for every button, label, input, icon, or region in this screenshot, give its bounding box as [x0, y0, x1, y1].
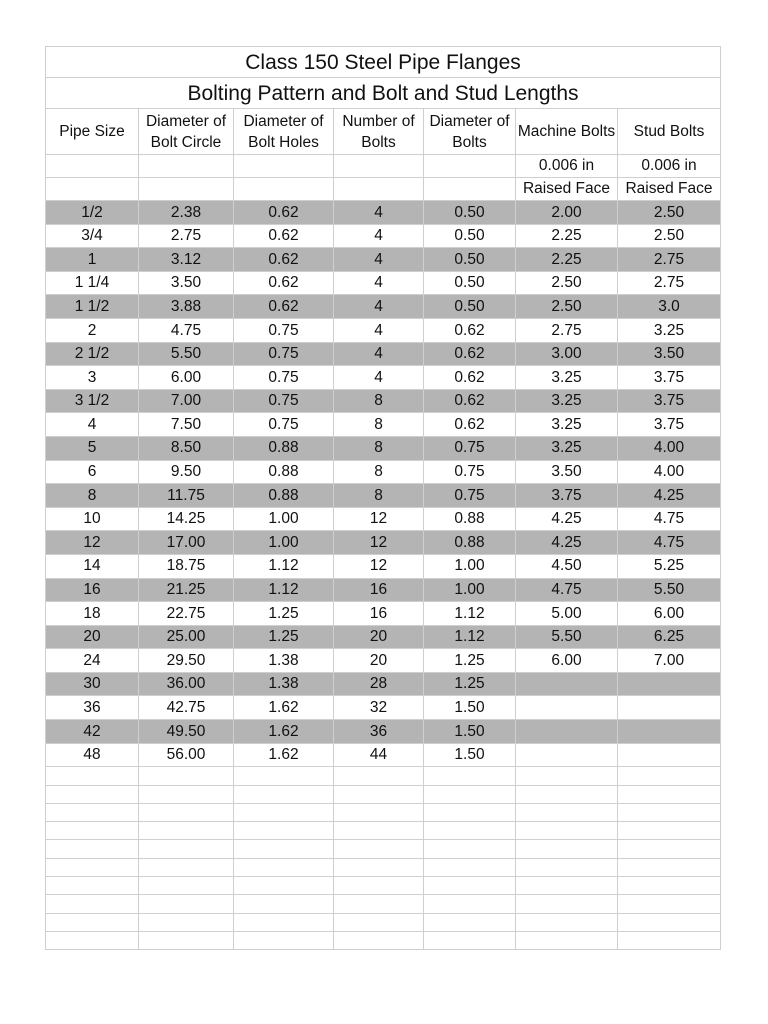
empty-cell [46, 767, 139, 785]
stud-bolt-length-cell: 3.75 [618, 389, 721, 413]
number-of-bolts-cell: 36 [334, 720, 424, 744]
empty-cell [46, 822, 139, 840]
machine-bolt-length-cell: 2.00 [516, 201, 618, 225]
empty-cell [46, 785, 139, 803]
bolt-holes-cell: 1.00 [234, 531, 334, 555]
empty-cell [234, 803, 334, 821]
stud-bolt-length-cell: 3.0 [618, 295, 721, 319]
pipe-size-cell: 1 1/2 [46, 295, 139, 319]
table-row [46, 649, 721, 673]
bolt-circle-cell: 7.00 [139, 389, 234, 413]
bolt-diameter-cell: 0.75 [424, 484, 516, 508]
machine-bolt-length-cell: 2.25 [516, 248, 618, 272]
stud-bolt-length-cell: 7.00 [618, 649, 721, 673]
empty-cell [46, 931, 139, 949]
empty-cell [618, 803, 721, 821]
empty-cell [46, 840, 139, 858]
machine-bolt-length-cell: 3.25 [516, 366, 618, 390]
column-header-stud-bolts: Stud Bolts [618, 109, 721, 155]
pipe-size-cell: 1/2 [46, 201, 139, 225]
stud-bolt-length-cell [618, 720, 721, 744]
empty-cell [618, 895, 721, 913]
bolt-diameter-cell: 0.75 [424, 460, 516, 484]
bolt-circle-cell: 25.00 [139, 625, 234, 649]
machine-bolt-length-cell: 4.75 [516, 578, 618, 602]
table-row [46, 224, 721, 248]
bolt-holes-cell: 0.88 [234, 460, 334, 484]
bolt-holes-cell: 0.75 [234, 366, 334, 390]
number-of-bolts-cell: 20 [334, 625, 424, 649]
empty-row [46, 877, 721, 895]
pipe-size-cell: 2 1/2 [46, 342, 139, 366]
bolt-circle-cell: 22.75 [139, 602, 234, 626]
machine-bolt-length-cell: 4.50 [516, 554, 618, 578]
empty-cell [618, 858, 721, 876]
bolt-circle-cell: 2.38 [139, 201, 234, 225]
bolt-holes-cell: 1.62 [234, 720, 334, 744]
empty-cell [516, 767, 618, 785]
bolt-diameter-cell: 1.00 [424, 554, 516, 578]
stud-bolt-length-cell: 2.75 [618, 271, 721, 295]
bolt-circle-cell: 11.75 [139, 484, 234, 508]
empty-cell [334, 767, 424, 785]
empty-cell [139, 840, 234, 858]
subheader-cell [424, 155, 516, 178]
stud-bolt-length-cell: 3.25 [618, 318, 721, 342]
pipe-size-cell: 48 [46, 743, 139, 767]
subheader-cell [46, 178, 139, 201]
bolt-diameter-cell: 0.62 [424, 342, 516, 366]
table-row [46, 554, 721, 578]
pipe-size-cell: 2 [46, 318, 139, 342]
pipe-size-cell: 5 [46, 436, 139, 460]
empty-cell [334, 822, 424, 840]
bolt-circle-cell: 3.88 [139, 295, 234, 319]
table-row [46, 366, 721, 390]
column-header-bolt-circle: Diameter of Bolt Circle [139, 109, 234, 155]
empty-cell [234, 931, 334, 949]
bolt-circle-cell: 18.75 [139, 554, 234, 578]
number-of-bolts-cell: 4 [334, 295, 424, 319]
empty-cell [424, 877, 516, 895]
stud-bolts-face: Raised Face [618, 178, 721, 201]
pipe-size-cell: 14 [46, 554, 139, 578]
empty-cell [424, 767, 516, 785]
stud-bolt-length-cell: 4.00 [618, 460, 721, 484]
empty-cell [234, 785, 334, 803]
bolt-holes-cell: 0.75 [234, 413, 334, 437]
column-header-machine-bolts: Machine Bolts [516, 109, 618, 155]
table-row [46, 201, 721, 225]
subheader-cell [46, 155, 139, 178]
empty-cell [424, 858, 516, 876]
table-row [46, 295, 721, 319]
number-of-bolts-cell: 16 [334, 578, 424, 602]
empty-cell [424, 931, 516, 949]
bolt-holes-cell: 1.62 [234, 696, 334, 720]
bolt-diameter-cell: 1.12 [424, 625, 516, 649]
bolt-holes-cell: 1.12 [234, 554, 334, 578]
empty-cell [234, 840, 334, 858]
table-row [46, 460, 721, 484]
machine-bolt-length-cell: 2.75 [516, 318, 618, 342]
stud-bolt-length-cell: 6.00 [618, 602, 721, 626]
machine-bolt-length-cell: 3.25 [516, 389, 618, 413]
pipe-size-cell: 1 1/4 [46, 271, 139, 295]
empty-cell [46, 858, 139, 876]
bolt-circle-cell: 21.25 [139, 578, 234, 602]
empty-cell [618, 877, 721, 895]
empty-cell [334, 785, 424, 803]
number-of-bolts-cell: 16 [334, 602, 424, 626]
bolt-holes-cell: 0.88 [234, 436, 334, 460]
column-header-pipe-size: Pipe Size [46, 109, 139, 155]
subheader-cell [139, 178, 234, 201]
pipe-size-cell: 42 [46, 720, 139, 744]
empty-cell [516, 785, 618, 803]
bolt-circle-cell: 14.25 [139, 507, 234, 531]
empty-cell [618, 822, 721, 840]
empty-cell [516, 840, 618, 858]
bolt-circle-cell: 36.00 [139, 672, 234, 696]
stud-bolt-length-cell: 4.75 [618, 507, 721, 531]
pipe-size-cell: 4 [46, 413, 139, 437]
bolt-circle-cell: 8.50 [139, 436, 234, 460]
pipe-size-cell: 12 [46, 531, 139, 555]
bolt-holes-cell: 1.00 [234, 507, 334, 531]
number-of-bolts-cell: 4 [334, 224, 424, 248]
bolt-holes-cell: 0.62 [234, 224, 334, 248]
empty-cell [46, 803, 139, 821]
empty-cell [46, 895, 139, 913]
machine-bolt-length-cell: 3.75 [516, 484, 618, 508]
bolt-diameter-cell: 0.62 [424, 366, 516, 390]
machine-bolt-length-cell: 3.25 [516, 413, 618, 437]
bolt-diameter-cell: 0.50 [424, 271, 516, 295]
bolt-diameter-cell: 0.62 [424, 413, 516, 437]
empty-cell [334, 895, 424, 913]
machine-bolt-length-cell: 3.00 [516, 342, 618, 366]
column-header-bolt-holes: Diameter of Bolt Holes [234, 109, 334, 155]
empty-cell [618, 767, 721, 785]
bolt-diameter-cell: 1.50 [424, 720, 516, 744]
table-row [46, 672, 721, 696]
empty-cell [516, 931, 618, 949]
empty-row [46, 840, 721, 858]
bolt-circle-cell: 9.50 [139, 460, 234, 484]
number-of-bolts-cell: 20 [334, 649, 424, 673]
stud-bolt-length-cell: 3.75 [618, 413, 721, 437]
machine-bolt-length-cell: 5.00 [516, 602, 618, 626]
machine-bolt-length-cell: 4.25 [516, 507, 618, 531]
table-row [46, 413, 721, 437]
number-of-bolts-cell: 8 [334, 389, 424, 413]
bolt-holes-cell: 1.12 [234, 578, 334, 602]
stud-bolt-length-cell [618, 743, 721, 767]
empty-cell [234, 767, 334, 785]
table-row [46, 271, 721, 295]
pipe-size-cell: 20 [46, 625, 139, 649]
bolt-diameter-cell: 0.50 [424, 295, 516, 319]
stud-bolts-unit: 0.006 in [618, 155, 721, 178]
subheader-cell [139, 155, 234, 178]
empty-cell [424, 822, 516, 840]
bolt-diameter-cell: 0.50 [424, 224, 516, 248]
table-row [46, 389, 721, 413]
machine-bolt-length-cell [516, 743, 618, 767]
empty-cell [334, 803, 424, 821]
table-title: Class 150 Steel Pipe Flanges [46, 47, 721, 78]
stud-bolt-length-cell [618, 696, 721, 720]
bolt-holes-cell: 0.75 [234, 389, 334, 413]
table-row [46, 318, 721, 342]
bolt-holes-cell: 0.75 [234, 342, 334, 366]
table-row [46, 720, 721, 744]
pipe-size-cell: 30 [46, 672, 139, 696]
empty-row [46, 822, 721, 840]
empty-row [46, 785, 721, 803]
stud-bolt-length-cell: 4.00 [618, 436, 721, 460]
pipe-size-cell: 16 [46, 578, 139, 602]
stud-bolt-length-cell: 3.75 [618, 366, 721, 390]
bolt-holes-cell: 0.88 [234, 484, 334, 508]
bolt-diameter-cell: 1.12 [424, 602, 516, 626]
bolt-holes-cell: 0.62 [234, 295, 334, 319]
empty-cell [516, 858, 618, 876]
table-row [46, 436, 721, 460]
empty-cell [234, 877, 334, 895]
bolt-circle-cell: 6.00 [139, 366, 234, 390]
pipe-size-cell: 1 [46, 248, 139, 272]
subheader-cell [424, 178, 516, 201]
table-row [46, 625, 721, 649]
machine-bolt-length-cell: 2.25 [516, 224, 618, 248]
stud-bolt-length-cell: 4.75 [618, 531, 721, 555]
empty-cell [334, 931, 424, 949]
number-of-bolts-cell: 32 [334, 696, 424, 720]
bolt-diameter-cell: 0.50 [424, 248, 516, 272]
bolt-diameter-cell: 0.62 [424, 389, 516, 413]
bolt-circle-cell: 29.50 [139, 649, 234, 673]
machine-bolts-face: Raised Face [516, 178, 618, 201]
subheader-cell [234, 178, 334, 201]
table-row [46, 743, 721, 767]
column-header-diameter-of-bolts: Diameter of Bolts [424, 109, 516, 155]
number-of-bolts-cell: 8 [334, 436, 424, 460]
empty-cell [424, 840, 516, 858]
stud-bolt-length-cell: 2.50 [618, 224, 721, 248]
empty-cell [618, 931, 721, 949]
empty-cell [139, 913, 234, 931]
empty-cell [424, 785, 516, 803]
pipe-size-cell: 24 [46, 649, 139, 673]
machine-bolt-length-cell: 5.50 [516, 625, 618, 649]
subheader-cell [334, 155, 424, 178]
empty-row [46, 931, 721, 949]
number-of-bolts-cell: 12 [334, 531, 424, 555]
empty-cell [139, 877, 234, 895]
table-row [46, 602, 721, 626]
bolt-circle-cell: 17.00 [139, 531, 234, 555]
empty-row [46, 803, 721, 821]
machine-bolt-length-cell [516, 720, 618, 744]
empty-cell [334, 840, 424, 858]
number-of-bolts-cell: 8 [334, 413, 424, 437]
empty-cell [516, 803, 618, 821]
empty-cell [234, 913, 334, 931]
subheader-cell [334, 178, 424, 201]
empty-cell [516, 895, 618, 913]
bolt-diameter-cell: 1.50 [424, 696, 516, 720]
stud-bolt-length-cell: 6.25 [618, 625, 721, 649]
bolt-circle-cell: 5.50 [139, 342, 234, 366]
table-row [46, 531, 721, 555]
pipe-size-cell: 10 [46, 507, 139, 531]
bolt-circle-cell: 2.75 [139, 224, 234, 248]
empty-cell [139, 858, 234, 876]
pipe-size-cell: 6 [46, 460, 139, 484]
empty-cell [139, 767, 234, 785]
empty-cell [46, 913, 139, 931]
bolt-holes-cell: 1.38 [234, 649, 334, 673]
bolt-holes-cell: 0.62 [234, 248, 334, 272]
machine-bolt-length-cell: 3.50 [516, 460, 618, 484]
empty-cell [334, 877, 424, 895]
column-header-number-of-bolts: Number of Bolts [334, 109, 424, 155]
bolting-table [45, 46, 721, 950]
machine-bolt-length-cell: 4.25 [516, 531, 618, 555]
bolt-holes-cell: 1.25 [234, 602, 334, 626]
table-row [46, 484, 721, 508]
empty-row [46, 858, 721, 876]
empty-cell [139, 822, 234, 840]
bolt-holes-cell: 1.38 [234, 672, 334, 696]
number-of-bolts-cell: 4 [334, 271, 424, 295]
number-of-bolts-cell: 8 [334, 460, 424, 484]
empty-cell [139, 785, 234, 803]
empty-row [46, 767, 721, 785]
stud-bolt-length-cell: 2.50 [618, 201, 721, 225]
bolt-circle-cell: 3.50 [139, 271, 234, 295]
empty-cell [618, 840, 721, 858]
bolt-holes-cell: 0.62 [234, 271, 334, 295]
empty-row [46, 895, 721, 913]
bolt-holes-cell: 0.62 [234, 201, 334, 225]
number-of-bolts-cell: 4 [334, 201, 424, 225]
number-of-bolts-cell: 4 [334, 342, 424, 366]
pipe-size-cell: 8 [46, 484, 139, 508]
machine-bolt-length-cell: 2.50 [516, 271, 618, 295]
table-row [46, 507, 721, 531]
stud-bolt-length-cell: 5.25 [618, 554, 721, 578]
empty-cell [424, 895, 516, 913]
bolt-circle-cell: 7.50 [139, 413, 234, 437]
empty-cell [234, 895, 334, 913]
bolt-diameter-cell: 1.25 [424, 649, 516, 673]
stud-bolt-length-cell: 2.75 [618, 248, 721, 272]
number-of-bolts-cell: 4 [334, 318, 424, 342]
bolt-holes-cell: 1.25 [234, 625, 334, 649]
empty-cell [516, 877, 618, 895]
machine-bolt-length-cell [516, 672, 618, 696]
machine-bolts-unit: 0.006 in [516, 155, 618, 178]
empty-cell [618, 785, 721, 803]
stud-bolt-length-cell: 4.25 [618, 484, 721, 508]
empty-cell [424, 803, 516, 821]
number-of-bolts-cell: 12 [334, 554, 424, 578]
empty-cell [139, 895, 234, 913]
empty-cell [516, 913, 618, 931]
empty-row [46, 913, 721, 931]
machine-bolt-length-cell: 2.50 [516, 295, 618, 319]
number-of-bolts-cell: 44 [334, 743, 424, 767]
table-row [46, 696, 721, 720]
bolt-diameter-cell: 0.88 [424, 507, 516, 531]
bolt-holes-cell: 1.62 [234, 743, 334, 767]
empty-cell [46, 877, 139, 895]
number-of-bolts-cell: 12 [334, 507, 424, 531]
bolt-diameter-cell: 0.88 [424, 531, 516, 555]
bolt-diameter-cell: 0.50 [424, 201, 516, 225]
machine-bolt-length-cell: 6.00 [516, 649, 618, 673]
empty-cell [334, 913, 424, 931]
bolt-diameter-cell: 1.50 [424, 743, 516, 767]
empty-cell [334, 858, 424, 876]
stud-bolt-length-cell: 5.50 [618, 578, 721, 602]
machine-bolt-length-cell: 3.25 [516, 436, 618, 460]
subheader-cell [234, 155, 334, 178]
bolt-diameter-cell: 0.75 [424, 436, 516, 460]
table-subtitle: Bolting Pattern and Bolt and Stud Lengths [46, 78, 721, 109]
number-of-bolts-cell: 4 [334, 366, 424, 390]
pipe-size-cell: 3 [46, 366, 139, 390]
bolt-circle-cell: 56.00 [139, 743, 234, 767]
machine-bolt-length-cell [516, 696, 618, 720]
bolt-diameter-cell: 0.62 [424, 318, 516, 342]
pipe-size-cell: 36 [46, 696, 139, 720]
bolt-diameter-cell: 1.25 [424, 672, 516, 696]
empty-cell [234, 858, 334, 876]
stud-bolt-length-cell: 3.50 [618, 342, 721, 366]
empty-cell [139, 931, 234, 949]
bolt-circle-cell: 49.50 [139, 720, 234, 744]
number-of-bolts-cell: 8 [334, 484, 424, 508]
pipe-size-cell: 18 [46, 602, 139, 626]
empty-cell [618, 913, 721, 931]
table-row [46, 248, 721, 272]
empty-cell [424, 913, 516, 931]
bolt-circle-cell: 3.12 [139, 248, 234, 272]
empty-cell [139, 803, 234, 821]
bolt-circle-cell: 4.75 [139, 318, 234, 342]
bolt-diameter-cell: 1.00 [424, 578, 516, 602]
number-of-bolts-cell: 28 [334, 672, 424, 696]
stud-bolt-length-cell [618, 672, 721, 696]
pipe-size-cell: 3 1/2 [46, 389, 139, 413]
bolt-circle-cell: 42.75 [139, 696, 234, 720]
bolt-holes-cell: 0.75 [234, 318, 334, 342]
empty-cell [234, 822, 334, 840]
table-row [46, 342, 721, 366]
number-of-bolts-cell: 4 [334, 248, 424, 272]
table-row [46, 578, 721, 602]
empty-cell [516, 822, 618, 840]
pipe-size-cell: 3/4 [46, 224, 139, 248]
